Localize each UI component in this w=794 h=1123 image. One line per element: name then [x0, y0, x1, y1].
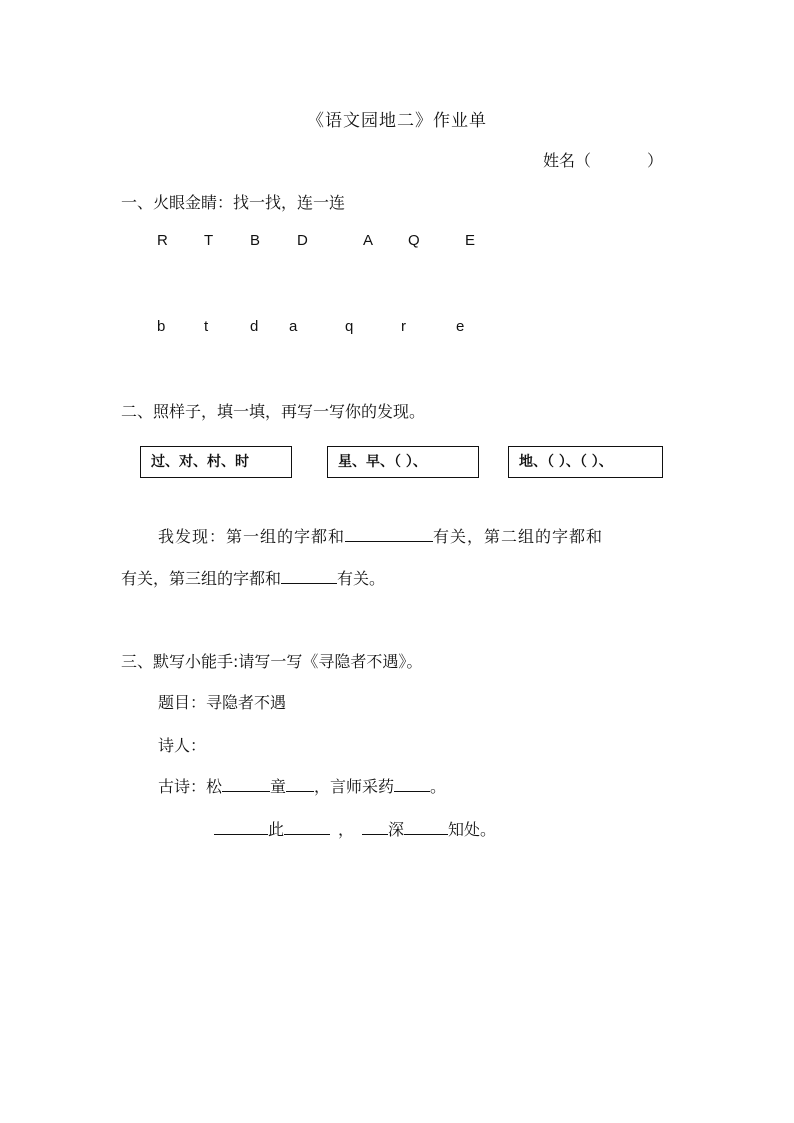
poem-line-2 — [214, 817, 496, 840]
example-box-1: 过、对、村、时 — [140, 446, 292, 478]
poem-blank-7[interactable] — [404, 820, 448, 835]
poem-blank-6[interactable] — [362, 820, 388, 835]
lower-letter[interactable]: b — [157, 318, 166, 335]
poem-blank-2[interactable] — [286, 777, 314, 792]
poem-text-5: 此 — [268, 820, 285, 839]
poem-blank-3[interactable] — [394, 777, 430, 792]
poem-blank-5[interactable] — [284, 820, 330, 835]
poem-text-3: ，言师采药 — [314, 777, 395, 796]
name-close: ） — [647, 151, 664, 170]
section2-heading: 二、照样子，填一填，再写一写你的发现。 — [121, 402, 426, 421]
upper-letter[interactable]: E — [465, 232, 476, 249]
section1-heading: 一、火眼金睛：找一找，连一连 — [121, 193, 346, 212]
upper-letter[interactable]: Q — [408, 232, 420, 249]
fill-box-3[interactable]: 地、（ ）、（ ）、 — [508, 446, 663, 478]
poem-text-8: 知处。 — [448, 820, 497, 839]
poem-text-6: ， — [338, 820, 355, 839]
discovery-line-2 — [121, 566, 385, 589]
poem-line-1 — [158, 774, 446, 797]
discovery-blank-1[interactable] — [345, 527, 433, 542]
name-label: 姓名（ — [543, 151, 592, 170]
poem-text-4: 。 — [430, 777, 447, 796]
discovery-text-c: 有关，第三组的字都和 — [121, 569, 282, 588]
upper-letter[interactable]: B — [250, 232, 261, 249]
name-field[interactable] — [543, 148, 663, 171]
fill-box-2[interactable]: 星、早、（ ）、 — [327, 446, 479, 478]
upper-letter[interactable]: T — [204, 232, 214, 249]
poet-label[interactable]: 诗人： — [158, 736, 207, 755]
page-title: 《语文园地二》作业单 — [307, 111, 487, 131]
upper-letter[interactable]: D — [297, 232, 308, 249]
upper-letter[interactable]: A — [363, 232, 374, 249]
lower-letter[interactable]: a — [289, 318, 298, 335]
discovery-text-d: 有关。 — [337, 569, 386, 588]
discovery-text-a: 我发现：第一组的字都和 — [158, 527, 346, 546]
lower-letter[interactable]: d — [250, 318, 259, 335]
poem-topic: 题目：寻隐者不遇 — [158, 693, 287, 712]
poem-text-7: 深 — [388, 820, 405, 839]
poem-blank-1[interactable] — [222, 777, 270, 792]
poem-text-2: 童 — [270, 777, 287, 796]
discovery-blank-3[interactable] — [281, 569, 337, 584]
discovery-line-1 — [158, 524, 603, 547]
poem-label: 古诗：松 — [158, 777, 223, 796]
discovery-text-b: 有关，第二组的字都和 — [433, 527, 604, 546]
lower-letter[interactable]: q — [345, 318, 354, 335]
lower-letter[interactable]: t — [204, 318, 209, 335]
section3-heading: 三、默写小能手:请写一写《寻隐者不遇》。 — [121, 652, 423, 671]
upper-letter[interactable]: R — [157, 232, 168, 249]
lower-letter[interactable]: r — [401, 318, 406, 335]
poem-blank-4[interactable] — [214, 820, 268, 835]
lower-letter[interactable]: e — [456, 318, 465, 335]
